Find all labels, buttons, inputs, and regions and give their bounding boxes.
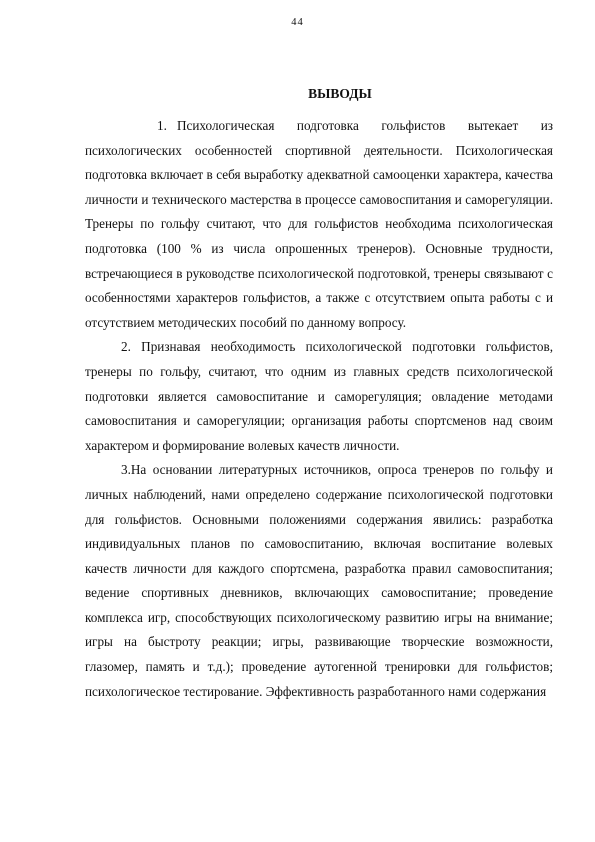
conclusion-paragraph-2: 2. Признавая необходимость психологической подготовки гольфистов, тренеры по гольфу, считают, что одним из главных средств психологической подготовки является самовоспитание и саморегуляция; овладение методами самовоспитания и саморегуляции; организация работы спортсменов над своим характером и формирование волевых качеств личности. — [85, 339, 553, 453]
conclusion-paragraph-3: 3.На основании литературных источников, опроса тренеров по гольфу и личных наблюдений, нами определено содержание психологической подготовки для гольфистов. Основными положениями содержания явились: разработка индивидуальных планов по самовоспитанию, включая воспитание волевых качеств личности для каждого спортсмена, разработка правил самовоспитания; ведение спортивных дневников, включающих самовоспитание; проведение комплекса игр, способствующих психологическому развитию игры на внимание; игры на быстроту реакции; игры, развивающие творческие возможности, глазомер, память и т.д.); проведение аутогенной тренировки для гольфистов; психологическое тестирование. Эффективность разработанного нами содержания — [85, 462, 553, 699]
page-title: ВЫВОДЫ — [308, 86, 372, 101]
paragraph-number: 1. — [157, 118, 167, 133]
paragraph-text: Психологическая подготовка гольфистов вытекает из психологических особенностей спортивной деятельности. Психологическая подготовка включает в себя выработку адекватной самооценки характера, качества личности и технического мастерства в процессе самовоспитания и саморегуляции. Тренеры по гольфу считают, что для гольфистов необходима психологическая подготовка (100 % из числа опрошенных тренеров). Основные трудности, встречающиеся в руководстве психологической подготовкой, тренеры связывают с особенностями характеров гольфистов, а также с отсутствием опыта работы с и отсутствием методических пособий по данному вопросу. — [85, 118, 553, 330]
document-body — [85, 114, 553, 704]
page-number: 44 — [291, 17, 304, 28]
conclusion-paragraph-1 — [85, 114, 553, 335]
